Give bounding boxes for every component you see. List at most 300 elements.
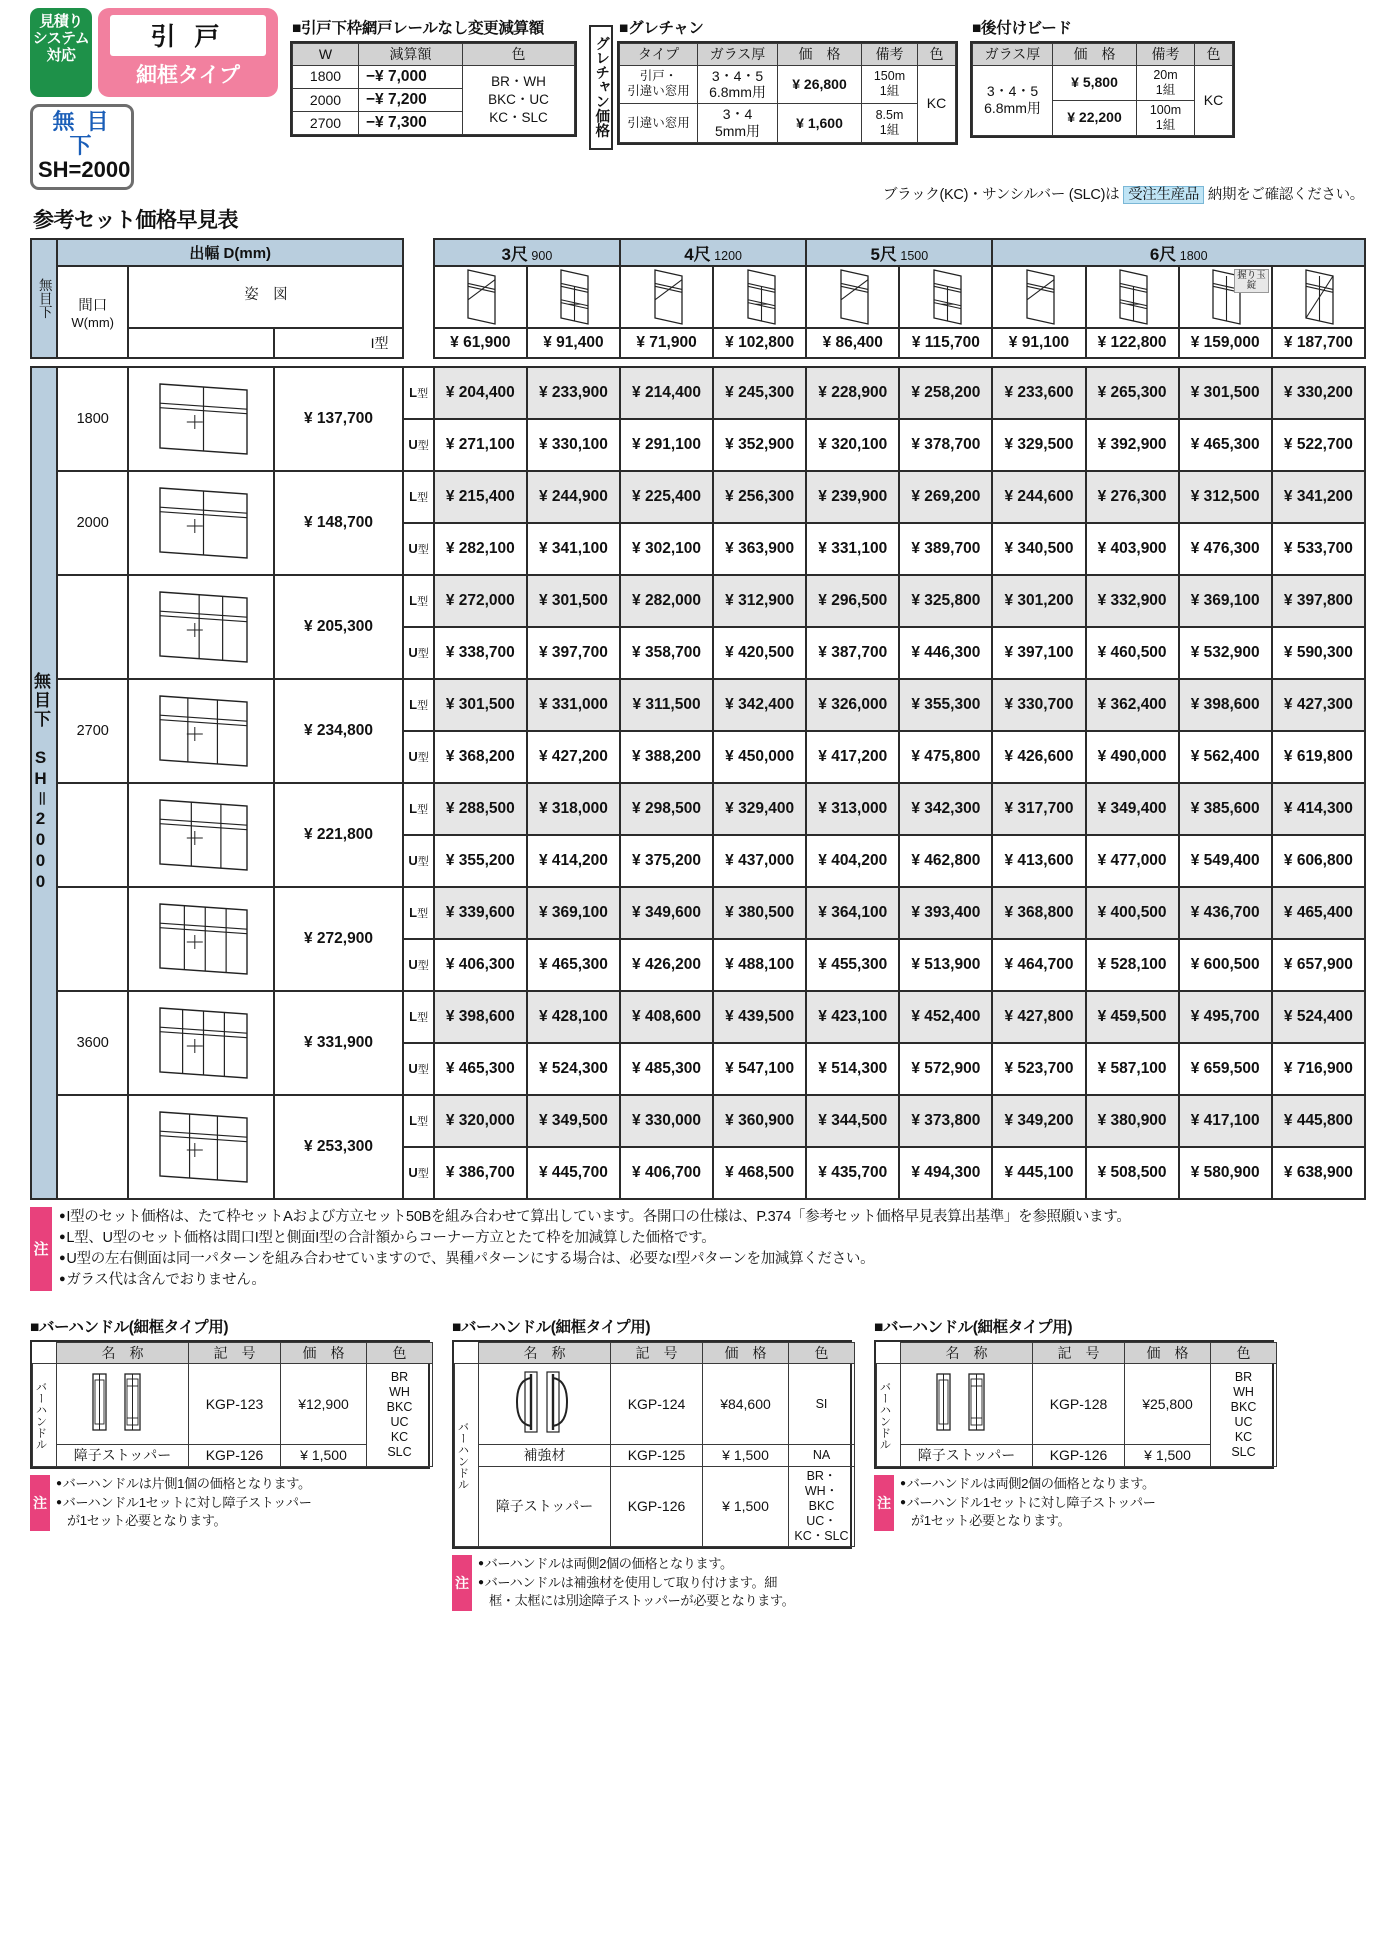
itype-price-5: ¥ 86,400	[806, 328, 899, 358]
note-label-badge: 注	[30, 1207, 52, 1291]
price-L-2-9: ¥ 397,800	[1272, 575, 1365, 627]
depth-header: 出幅 D(mm)	[57, 239, 403, 266]
handle-note-item-3-2: ● バーハンドル1セットに対し障子ストッパー	[900, 1494, 1155, 1513]
color-line: KC	[390, 1430, 409, 1445]
bead-color: KC	[1195, 65, 1233, 135]
price-U-1-5: ¥ 389,700	[899, 523, 992, 575]
bnote-2b: 1組	[1155, 117, 1176, 132]
bnote-1b: 1組	[1155, 82, 1176, 97]
price-L-0-0: ¥ 204,400	[434, 367, 527, 419]
handle-col-header-4: 色	[1211, 1342, 1277, 1364]
itype-fig-4	[713, 266, 806, 328]
row-type-L-1: L型	[403, 471, 433, 523]
price-L-1-6: ¥ 244,600	[992, 471, 1085, 523]
color-line: KC	[1234, 1430, 1253, 1445]
row-type-U-1: U型	[403, 523, 433, 575]
bead-thickness	[973, 65, 1053, 135]
price-L-0-1: ¥ 233,900	[527, 367, 620, 419]
note-line-2: 1組	[879, 84, 900, 99]
price-L-2-6: ¥ 301,200	[992, 575, 1085, 627]
itype-figure	[1301, 267, 1335, 327]
row-type-U-4: U型	[403, 835, 433, 887]
table-row	[31, 1095, 1365, 1147]
price-U-7-3: ¥ 468,500	[713, 1147, 806, 1199]
row-type-U-6: U型	[403, 1043, 433, 1095]
row-setprice-0: ¥ 137,700	[274, 367, 404, 471]
price-L-3-1: ¥ 331,000	[527, 679, 620, 731]
door-figure-2panel	[153, 380, 249, 458]
handle-code-2-1: KGP-125	[611, 1445, 703, 1467]
price-U-5-8: ¥ 600,500	[1179, 939, 1272, 991]
price-L-7-4: ¥ 344,500	[806, 1095, 899, 1147]
production-note-tail: 納期をご確認ください。	[1207, 187, 1364, 203]
itype-figure	[463, 267, 497, 327]
table-row	[31, 679, 1365, 731]
price-U-2-3: ¥ 420,500	[713, 627, 806, 679]
price-U-0-4: ¥ 320,100	[806, 419, 899, 471]
row-setprice-5: ¥ 272,900	[274, 887, 404, 991]
price-L-0-7: ¥ 265,300	[1086, 367, 1179, 419]
price-U-3-0: ¥ 368,200	[434, 731, 527, 783]
handle-col-header-2: 記 号	[189, 1342, 281, 1364]
row-type-U-0: U型	[403, 419, 433, 471]
bar-handle-table-2	[454, 1342, 855, 1547]
table-row	[455, 1445, 855, 1467]
gurechan-price-1: ¥ 26,800	[778, 65, 862, 104]
amitto-deduction-table-block	[290, 16, 577, 142]
price-U-6-2: ¥ 485,300	[620, 1043, 713, 1095]
row-width-1: 2000	[57, 471, 128, 575]
col-header-price: 価 格	[778, 44, 862, 66]
row-figure-3	[128, 679, 273, 783]
door-figure-4panel	[153, 900, 249, 978]
price-U-5-4: ¥ 455,300	[806, 939, 899, 991]
gurechan-type-2: 引違い窓用	[620, 104, 698, 143]
col-header-w: W	[293, 44, 359, 66]
bar-handle-block-1	[30, 1315, 430, 1612]
row-setprice-4: ¥ 221,800	[274, 783, 404, 887]
col-header-note: 備考	[1137, 44, 1195, 66]
handle-name-2-2: 障子ストッパー	[479, 1467, 611, 1547]
price-L-4-0: ¥ 288,500	[434, 783, 527, 835]
price-L-4-7: ¥ 349,400	[1086, 783, 1179, 835]
handle-note-item-1-2: ● バーハンドル1セットに対し障子ストッパー	[56, 1494, 311, 1513]
itype-fig-10	[1272, 266, 1365, 328]
handle-price-1-0: ¥12,900	[281, 1364, 367, 1445]
gurechan-color: KC	[918, 65, 956, 142]
handle-side-label-2	[455, 1364, 479, 1547]
itype-price-3: ¥ 71,900	[620, 328, 713, 358]
col-header-color: 色	[1195, 44, 1233, 66]
table-header-row-2	[31, 266, 1365, 328]
price-L-7-1: ¥ 349,500	[527, 1095, 620, 1147]
price-U-7-2: ¥ 406,700	[620, 1147, 713, 1199]
table-row	[31, 991, 1365, 1043]
handle-note-label-1: 注	[30, 1475, 50, 1531]
price-U-3-6: ¥ 426,600	[992, 731, 1085, 783]
price-L-5-4: ¥ 364,100	[806, 887, 899, 939]
handle-note-item-2-1: ● バーハンドルは両側2個の価格となります。	[478, 1555, 794, 1574]
thk2-line-1: 3・4	[722, 106, 753, 123]
price-U-7-6: ¥ 445,100	[992, 1147, 1085, 1199]
price-U-1-3: ¥ 363,900	[713, 523, 806, 575]
note-item-4: ● ガラス代は含んでおりません。	[59, 1270, 1131, 1291]
price-L-1-3: ¥ 256,300	[713, 471, 806, 523]
table-header-row	[620, 44, 956, 66]
price-L-7-6: ¥ 349,200	[992, 1095, 1085, 1147]
table-notes	[30, 1207, 1380, 1291]
bead-table-block	[970, 16, 1235, 143]
price-L-1-9: ¥ 341,200	[1272, 471, 1365, 523]
handle-code-1-1: KGP-126	[189, 1445, 281, 1467]
color-line: WH	[389, 1385, 410, 1400]
price-U-1-9: ¥ 533,700	[1272, 523, 1365, 575]
price-U-6-6: ¥ 523,700	[992, 1043, 1085, 1095]
price-L-0-3: ¥ 245,300	[713, 367, 806, 419]
price-U-6-8: ¥ 659,500	[1179, 1043, 1272, 1095]
product-type-badge	[98, 8, 278, 97]
handle-note-item-3-1: ● バーハンドルは両側2個の価格となります。	[900, 1475, 1155, 1494]
note-item-1: ● I型のセット価格は、たて枠セットAおよび方立セット50Bを組み合わせて算出しています。各開口の仕様は、P.374「参考セット価格早見表算出基準」を参照願います。	[59, 1207, 1131, 1228]
price-U-5-7: ¥ 528,100	[1086, 939, 1179, 991]
price-U-4-3: ¥ 437,000	[713, 835, 806, 887]
handle-price-3-0: ¥25,800	[1125, 1364, 1211, 1445]
price-L-3-8: ¥ 398,600	[1179, 679, 1272, 731]
vlabel-mumokushita: 無目下	[36, 277, 52, 319]
itype-fig-3	[620, 266, 713, 328]
thk-line-1: 3・4・5	[711, 67, 764, 84]
itype-price-1: ¥ 61,900	[434, 328, 527, 358]
price-L-2-8: ¥ 369,100	[1179, 575, 1272, 627]
table-row	[31, 471, 1365, 523]
handle-col-header-4: 色	[789, 1342, 855, 1364]
thk2-line-2: 5mm用	[714, 122, 761, 139]
handle-col-header-3: 価 格	[703, 1342, 789, 1364]
col-header-type: タイプ	[620, 44, 698, 66]
price-U-5-1: ¥ 465,300	[527, 939, 620, 991]
itype-figure	[1115, 267, 1149, 327]
opening-width-header	[57, 266, 128, 358]
bar-handle-icon	[907, 1366, 1027, 1438]
handle-note-item-1-3: が1セット必要となります。	[67, 1513, 227, 1529]
price-L-0-9: ¥ 330,200	[1272, 367, 1365, 419]
price-L-0-8: ¥ 301,500	[1179, 367, 1272, 419]
note2-line-2: 1組	[879, 122, 900, 137]
price-L-6-6: ¥ 427,800	[992, 991, 1085, 1043]
price-L-4-4: ¥ 313,000	[806, 783, 899, 835]
price-L-4-2: ¥ 298,500	[620, 783, 713, 835]
price-L-4-8: ¥ 385,600	[1179, 783, 1272, 835]
price-L-3-6: ¥ 330,700	[992, 679, 1085, 731]
price-L-2-0: ¥ 272,000	[434, 575, 527, 627]
price-U-7-7: ¥ 508,500	[1086, 1147, 1179, 1199]
note-item-3: ● U型の左右側面は同一パターンを組み合わせていますので、異種パターンにする場合は、必要なI型パターンを加減算ください。	[59, 1249, 1131, 1270]
itype-price-4: ¥ 102,800	[713, 328, 806, 358]
itype-figure	[556, 267, 590, 327]
estimate-system-badge	[30, 8, 92, 97]
handle-color-1	[367, 1364, 433, 1467]
table-header-row	[455, 1342, 855, 1364]
gurechan-type-1	[620, 65, 698, 104]
row-setprice-6: ¥ 331,900	[274, 991, 404, 1095]
price-L-6-2: ¥ 408,600	[620, 991, 713, 1043]
bar-handle-title-2: ■バーハンドル(細框タイプ用)	[452, 1318, 651, 1336]
itype-fig-5	[806, 266, 899, 328]
price-U-4-5: ¥ 462,800	[899, 835, 992, 887]
table-row	[973, 65, 1233, 100]
itype-figure	[1022, 267, 1056, 327]
price-U-7-1: ¥ 445,700	[527, 1147, 620, 1199]
type-line-1: 引戸・	[639, 69, 678, 84]
table-row	[620, 65, 956, 104]
row-setprice-3: ¥ 234,800	[274, 679, 404, 783]
price-L-6-5: ¥ 452,400	[899, 991, 992, 1043]
color-line: UC	[390, 1415, 409, 1430]
price-U-0-6: ¥ 329,500	[992, 419, 1085, 471]
price-L-2-3: ¥ 312,900	[713, 575, 806, 627]
itype-price-7: ¥ 91,100	[992, 328, 1085, 358]
handle-figure-cell-1	[57, 1364, 189, 1445]
row-width-5	[57, 887, 128, 991]
side-label-text: バーハンドル	[878, 1380, 891, 1450]
bar-handle-icon	[485, 1366, 605, 1438]
price-U-4-6: ¥ 413,600	[992, 835, 1085, 887]
row-figure-7	[128, 1095, 273, 1199]
handle-code-3-1: KGP-126	[1033, 1445, 1125, 1467]
amitto-w-2000: 2000	[293, 88, 359, 111]
itype-fig-6	[899, 266, 992, 328]
handle-note-item-2-3: 框・太框には別途障子ストッパーが必要となります。	[489, 1593, 795, 1609]
handle-notes-body-3	[894, 1475, 1155, 1531]
note-line-1: 150m	[873, 69, 906, 84]
handle-col-header-3: 価 格	[1125, 1342, 1211, 1364]
handle-color-2-2: BR・WH・BKC UC・KC・SLC	[789, 1467, 855, 1547]
price-L-3-7: ¥ 362,400	[1086, 679, 1179, 731]
bar-handle-table-3	[876, 1342, 1277, 1467]
table-row	[877, 1364, 1277, 1445]
price-L-5-1: ¥ 369,100	[527, 887, 620, 939]
amitto-title: ■引戸下枠網戸レールなし変更減算額	[292, 20, 544, 37]
bead-title: ■後付けビード	[972, 20, 1072, 37]
gurechan-note-1	[862, 65, 918, 104]
door-figure-2panel	[153, 484, 249, 562]
col-header-thickness: ガラス厚	[973, 44, 1053, 66]
handle-col-header-3: 価 格	[281, 1342, 367, 1364]
price-U-5-9: ¥ 657,900	[1272, 939, 1365, 991]
opening-label: 間口	[78, 297, 108, 314]
mini-tables	[290, 8, 1235, 150]
handle-name-2-1: 補強材	[479, 1445, 611, 1467]
type-line-2: 引違い窓用	[627, 84, 690, 99]
vlabel-sh2000: 無目下 SH＝2000	[31, 672, 50, 894]
price-L-0-5: ¥ 258,200	[899, 367, 992, 419]
price-U-0-0: ¥ 271,100	[434, 419, 527, 471]
col-header-note: 備考	[862, 44, 918, 66]
handle-price-2-2: ¥ 1,500	[703, 1467, 789, 1547]
row-type-L-5: L型	[403, 887, 433, 939]
price-U-1-8: ¥ 476,300	[1179, 523, 1272, 575]
price-U-1-6: ¥ 340,500	[992, 523, 1085, 575]
table-row	[31, 887, 1365, 939]
price-U-5-2: ¥ 426,200	[620, 939, 713, 991]
table-row	[620, 104, 956, 143]
price-U-5-6: ¥ 464,700	[992, 939, 1085, 991]
bead-price-2: ¥ 22,200	[1053, 100, 1137, 135]
price-L-0-4: ¥ 228,900	[806, 367, 899, 419]
bnote-2a: 100m	[1149, 102, 1182, 117]
row-type-L-2: L型	[403, 575, 433, 627]
itype-fig-8	[1086, 266, 1179, 328]
price-L-1-4: ¥ 239,900	[806, 471, 899, 523]
price-U-7-0: ¥ 386,700	[434, 1147, 527, 1199]
bar-handle-table-1	[32, 1342, 433, 1467]
price-U-0-5: ¥ 378,700	[899, 419, 992, 471]
price-L-3-2: ¥ 311,500	[620, 679, 713, 731]
figure-header: 姿 図	[128, 266, 403, 328]
price-L-7-9: ¥ 445,800	[1272, 1095, 1365, 1147]
price-L-4-5: ¥ 342,300	[899, 783, 992, 835]
price-L-5-6: ¥ 368,800	[992, 887, 1085, 939]
price-U-1-2: ¥ 302,100	[620, 523, 713, 575]
handle-price-1-1: ¥ 1,500	[281, 1445, 367, 1467]
price-L-4-9: ¥ 414,300	[1272, 783, 1365, 835]
row-type-U-2: U型	[403, 627, 433, 679]
bar-handle-title-1: ■バーハンドル(細框タイプ用)	[30, 1318, 229, 1336]
handle-side-label-1	[33, 1364, 57, 1467]
price-L-5-7: ¥ 400,500	[1086, 887, 1179, 939]
main-price-table-wrap	[0, 238, 1380, 1200]
row-figure-2	[128, 575, 273, 679]
price-U-1-7: ¥ 403,900	[1086, 523, 1179, 575]
itype-price-2: ¥ 91,400	[527, 328, 620, 358]
gurechan-thickness-1	[698, 65, 778, 104]
price-L-3-9: ¥ 427,300	[1272, 679, 1365, 731]
price-U-7-4: ¥ 435,700	[806, 1147, 899, 1199]
handle-side-label-3	[877, 1364, 901, 1467]
table-spacer-row	[31, 358, 1365, 367]
table-row	[455, 1467, 855, 1547]
price-L-6-1: ¥ 428,100	[527, 991, 620, 1043]
price-U-0-3: ¥ 352,900	[713, 419, 806, 471]
price-L-7-0: ¥ 320,000	[434, 1095, 527, 1147]
depth-group-1200: 4尺 1200	[620, 239, 806, 266]
price-L-3-3: ¥ 342,400	[713, 679, 806, 731]
handle-figure-cell-2	[479, 1364, 611, 1445]
price-U-7-8: ¥ 580,900	[1179, 1147, 1272, 1199]
row-figure-0	[128, 367, 273, 471]
col-header-thickness: ガラス厚	[698, 44, 778, 66]
price-U-6-1: ¥ 524,300	[527, 1043, 620, 1095]
price-U-2-8: ¥ 532,900	[1179, 627, 1272, 679]
handle-col-header-1: 名 称	[57, 1342, 189, 1364]
itype-figure	[650, 267, 684, 327]
handle-figure-cell-3	[901, 1364, 1033, 1445]
vertical-group-label-main	[31, 367, 57, 1199]
side-label-text: バーハンドル	[34, 1380, 47, 1450]
spec-badge-line2: SH=2000	[38, 157, 131, 183]
row-type-U-3: U型	[403, 731, 433, 783]
table-row	[33, 1364, 433, 1445]
price-U-3-5: ¥ 475,800	[899, 731, 992, 783]
table-row	[293, 65, 575, 88]
amitto-color-cell	[463, 65, 575, 135]
col-header-price: 価 格	[1053, 44, 1137, 66]
itype-label: I型	[274, 328, 404, 358]
price-U-7-9: ¥ 638,900	[1272, 1147, 1365, 1199]
price-U-3-7: ¥ 490,000	[1086, 731, 1179, 783]
row-width-2	[57, 575, 128, 679]
bead-price-1: ¥ 5,800	[1053, 65, 1137, 100]
row-setprice-1: ¥ 148,700	[274, 471, 404, 575]
price-L-3-4: ¥ 326,000	[806, 679, 899, 731]
price-U-2-5: ¥ 446,300	[899, 627, 992, 679]
price-U-2-7: ¥ 460,500	[1086, 627, 1179, 679]
color-line: BR	[390, 1370, 409, 1385]
row-type-L-3: L型	[403, 679, 433, 731]
badge-green-line3: 対応	[46, 46, 76, 64]
row-width-7	[57, 1095, 128, 1199]
handle-col-header-1: 名 称	[479, 1342, 611, 1364]
handle-notes-3	[874, 1475, 1274, 1531]
price-U-2-6: ¥ 397,100	[992, 627, 1085, 679]
row-figure-5	[128, 887, 273, 991]
price-U-3-4: ¥ 417,200	[806, 731, 899, 783]
price-U-4-1: ¥ 414,200	[527, 835, 620, 887]
price-L-5-5: ¥ 393,400	[899, 887, 992, 939]
row-setprice-2: ¥ 205,300	[274, 575, 404, 679]
price-U-3-2: ¥ 388,200	[620, 731, 713, 783]
top-area	[0, 0, 1380, 190]
price-U-2-1: ¥ 397,700	[527, 627, 620, 679]
gurechan-table	[619, 43, 956, 143]
price-U-3-9: ¥ 619,800	[1272, 731, 1365, 783]
depth-group-900: 3尺 900	[434, 239, 620, 266]
section-title: 参考セット価格早見表	[33, 208, 238, 232]
handle-price-2-0: ¥84,600	[703, 1364, 789, 1445]
bead-note-2	[1137, 100, 1195, 135]
product-name: 引 戸	[110, 15, 266, 56]
price-U-6-0: ¥ 465,300	[434, 1043, 527, 1095]
color-line: SLC	[1231, 1445, 1256, 1460]
table-row	[31, 367, 1365, 419]
price-L-6-4: ¥ 423,100	[806, 991, 899, 1043]
price-L-2-4: ¥ 296,500	[806, 575, 899, 627]
door-figure-3panel-c	[153, 796, 249, 874]
color-line: BKC	[1230, 1400, 1257, 1415]
handle-col-header-2: 記 号	[1033, 1342, 1125, 1364]
handle-code-3-0: KGP-128	[1033, 1364, 1125, 1445]
price-U-3-8: ¥ 562,400	[1179, 731, 1272, 783]
bar-handle-block-2	[452, 1315, 852, 1612]
price-L-7-8: ¥ 417,100	[1179, 1095, 1272, 1147]
price-L-5-3: ¥ 380,500	[713, 887, 806, 939]
table-header-row	[33, 1342, 433, 1364]
color-line: WH	[1233, 1385, 1254, 1400]
table-row	[455, 1364, 855, 1445]
itype-figure	[836, 267, 870, 327]
depth-group-1800: 6尺 1800	[992, 239, 1365, 266]
amitto-w-2700: 2700	[293, 112, 359, 135]
table-row	[31, 575, 1365, 627]
table-header-row-1	[31, 239, 1365, 266]
price-L-2-5: ¥ 325,800	[899, 575, 992, 627]
itype-fig-9	[1179, 266, 1272, 328]
bead-table	[972, 43, 1233, 136]
handle-note-item-1-1: ● バーハンドルは片側1個の価格となります。	[56, 1475, 311, 1494]
price-L-5-9: ¥ 465,400	[1272, 887, 1365, 939]
price-U-7-5: ¥ 494,300	[899, 1147, 992, 1199]
handle-col-header-1: 名 称	[901, 1342, 1033, 1364]
